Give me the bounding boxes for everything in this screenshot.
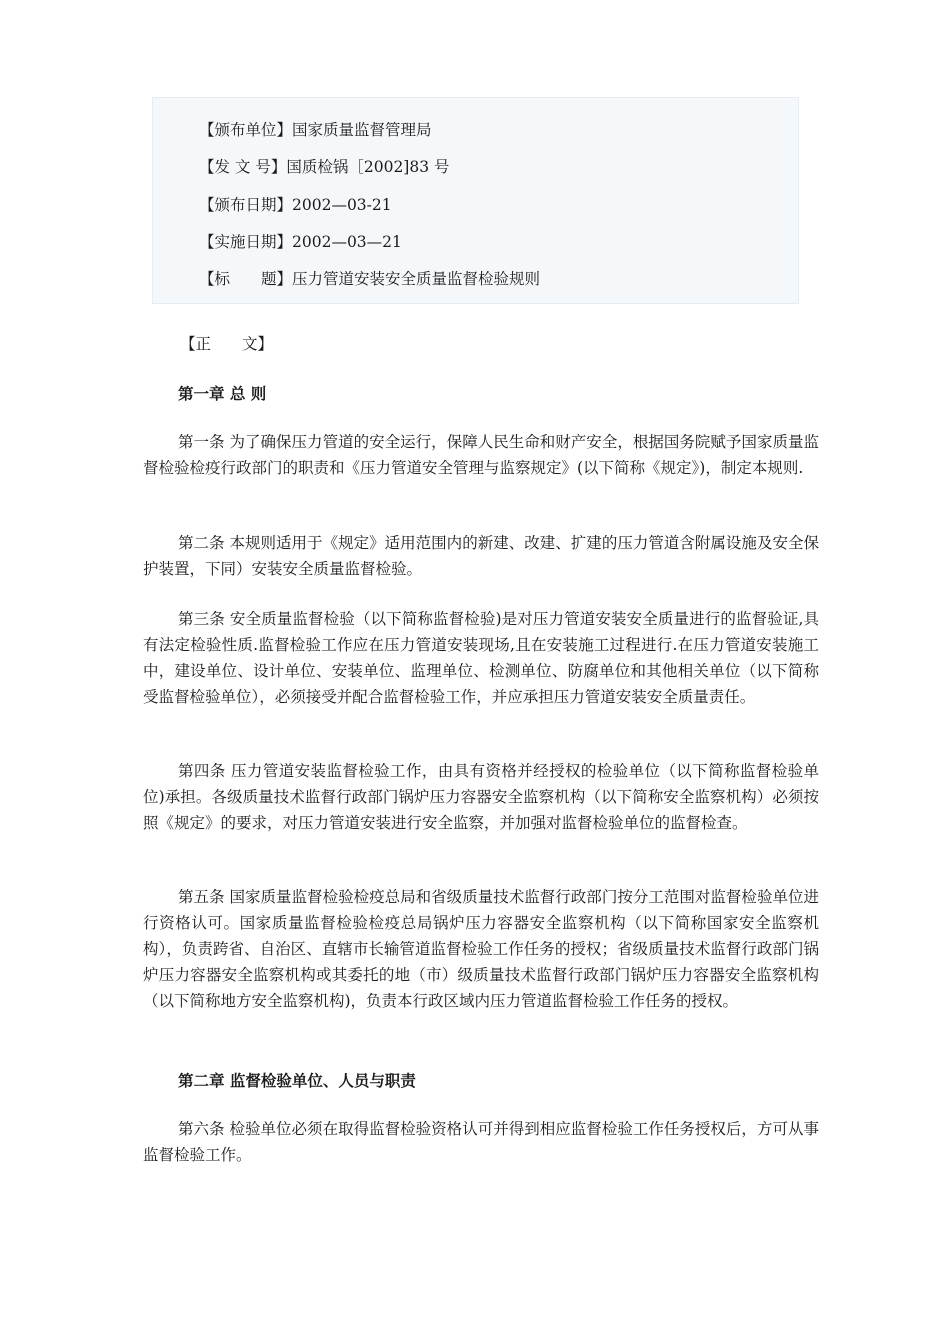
article-2: 第二条 本规则适用于《规定》适用范围内的新建、改建、扩建的压力管道含附属设施及安全保护装置，下同）安装安全质量监督检验。 bbox=[143, 534, 819, 578]
title-line: 【标 题】压力管道安装安全质量监督检验规则 bbox=[199, 270, 541, 288]
document-info-box bbox=[152, 97, 799, 304]
chapter-2-heading: 第二章 监督检验单位、人员与职责 bbox=[178, 1071, 416, 1090]
article-3: 第三条 安全质量监督检验（以下简称监督检验)是对压力管道安装安全质量进行的监督验证,具有法定检验性质.监督检验工作应在压力管道安装现场,且在安装施工过程进行.在压力管道安装施工中，建设单位、设计单位、安装单位、监理单位、检测单位、防腐单位和其他相关单位（以下简称受监督检验单位），必须接受并配合监督检验工作，并应承担压力管道安装安全质量责任。 bbox=[143, 610, 819, 706]
body-label: 【正 文】 bbox=[180, 335, 274, 353]
article-1: 第一条 为了确保压力管道的安全运行，保障人民生命和财产安全，根据国务院赋予国家质量监督检验检疫行政部门的职责和《压力管道安全管理与监察规定》(以下简称《规定》)，制定本规则. bbox=[143, 433, 819, 477]
article-6: 第六条 检验单位必须在取得监督检验资格认可并得到相应监督检验工作任务授权后，方可从事监督检验工作。 bbox=[143, 1120, 819, 1164]
issuer-line: 【颁布单位】国家质量监督管理局 bbox=[199, 121, 432, 139]
article-4: 第四条 压力管道安装监督检验工作，由具有资格并经授权的检验单位（以下简称监督检验单位)承担。各级质量技术监督行政部门锅炉压力容器安全监察机构（以下简称安全监察机构）必须按照《规定》的要求，对压力管道安装进行安全监察，并加强对监督检验单位的监督检查。 bbox=[143, 762, 819, 832]
issue-date-line: 【颁布日期】2002—03-21 bbox=[199, 196, 392, 214]
document-number-line: 【发 文 号】国质检锅［2002]83 号 bbox=[199, 158, 450, 176]
article-5: 第五条 国家质量监督检验检疫总局和省级质量技术监督行政部门按分工范围对监督检验单位进行资格认可。国家质量监督检验检疫总局锅炉压力容器安全监察机构（以下简称国家安全监察机构），负责跨省、自治区、直辖市长输管道监督检验工作任务的授权；省级质量技术监督行政部门锅炉压力容器安全监察机构或其委托的地（市）级质量技术监督行政部门锅炉压力容器安全监察机构（以下简称地方安全监察机构)，负责本行政区域内压力管道监督检验工作任务的授权。 bbox=[143, 888, 819, 1010]
chapter-1-heading: 第一章 总 则 bbox=[178, 384, 267, 403]
effective-date-line: 【实施日期】2002—03—21 bbox=[199, 233, 402, 251]
